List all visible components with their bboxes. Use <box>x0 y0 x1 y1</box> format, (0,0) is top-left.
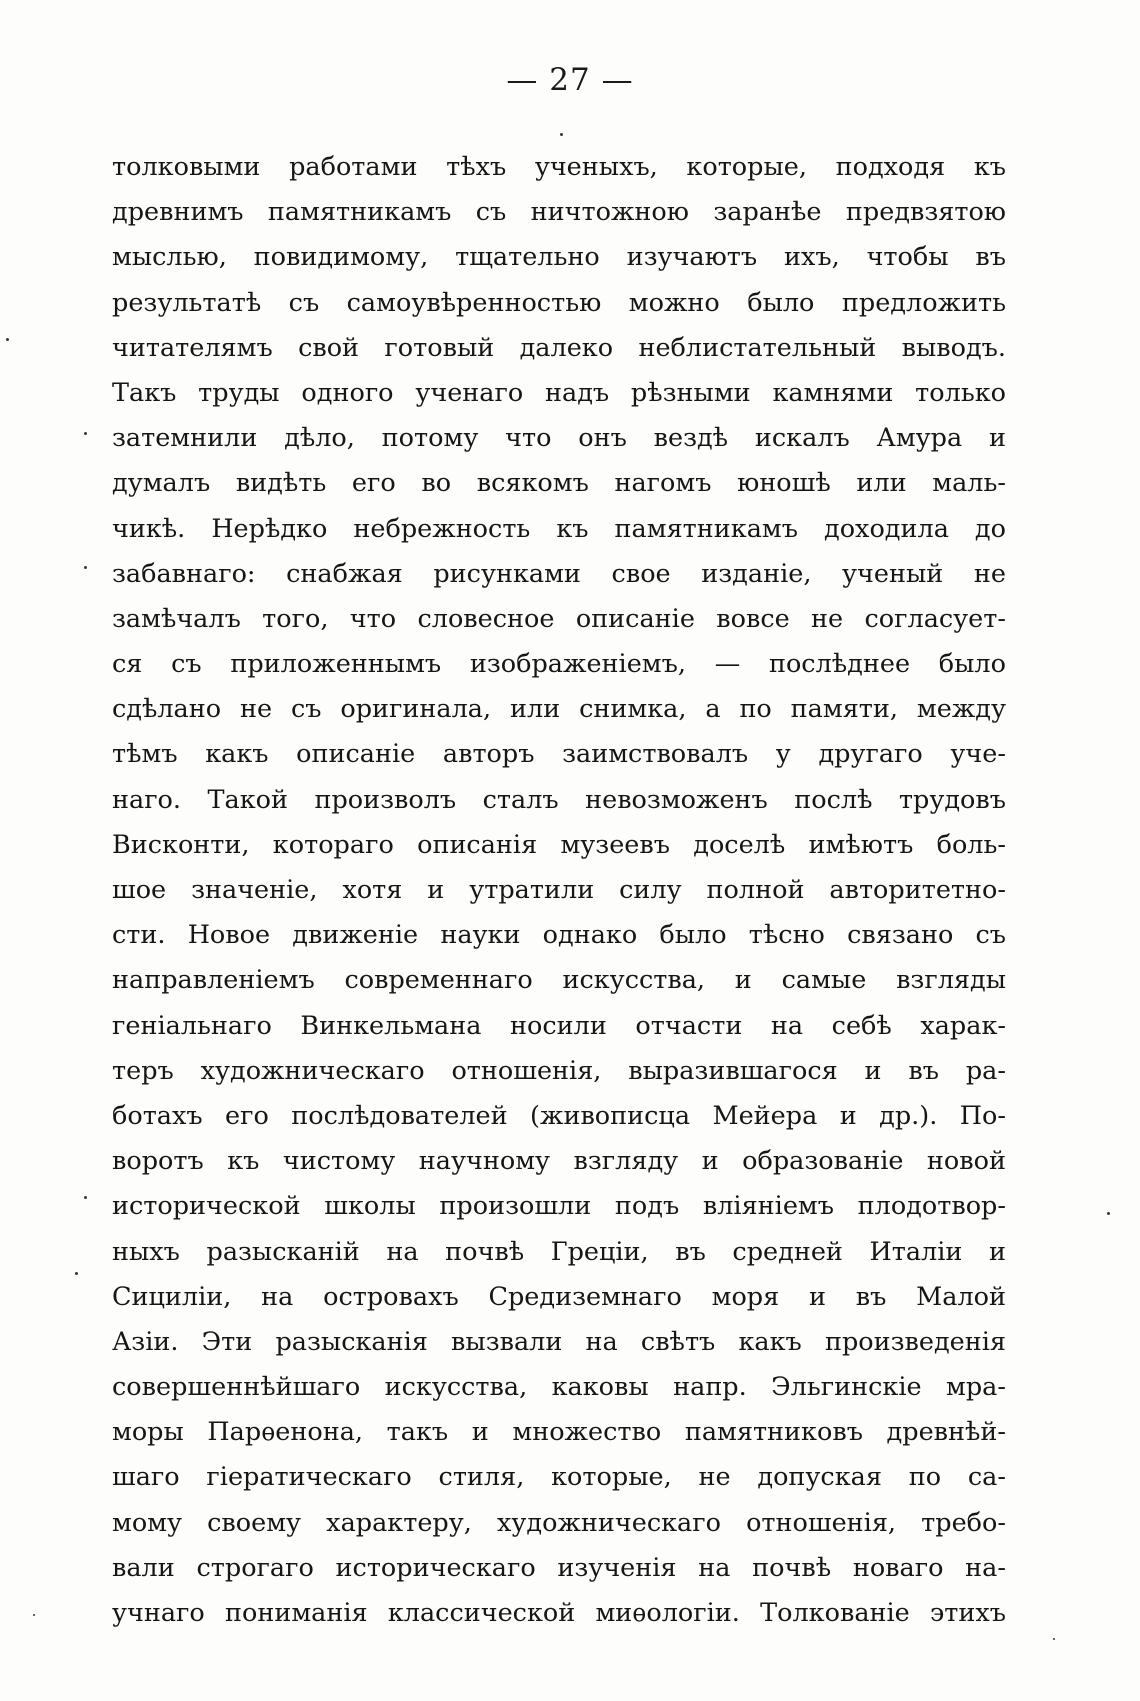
scan-speck <box>6 338 9 341</box>
text-line: геніальнаго Винкельмана носили отчасти на себѣ харак- <box>112 1010 1006 1041</box>
text-line: воротъ къ чистому научному взгляду и образованіе новой <box>112 1146 1006 1177</box>
text-line: Висконти, котораго описанія музеевъ доселѣ имѣютъ боль- <box>112 829 1006 860</box>
text-line: ныхъ разысканій на почвѣ Греціи, въ средней Италіи и <box>112 1236 1006 1267</box>
text-line: сдѣлано не съ оригинала, или снимка, а по памяти, между <box>112 694 1006 725</box>
text-line: моры Парѳенона, такъ и множество памятниковъ древнѣй- <box>112 1417 1006 1448</box>
scan-speck <box>1053 1638 1055 1640</box>
scan-speck <box>75 1272 78 1275</box>
scan-speck <box>1107 1212 1110 1215</box>
text-line: наго. Такой произволъ сталъ невозможенъ послѣ трудовъ <box>112 784 1006 815</box>
text-line: забавнаго: снабжая рисунками свое изданіе, ученый не <box>112 558 1006 589</box>
text-line: мыслью, повидимому, тщательно изучаютъ ихъ, чтобы въ <box>112 242 1006 273</box>
text-line: шое значеніе, хотя и утратили силу полной авторитетно- <box>112 875 1006 905</box>
scan-speck <box>33 1614 35 1616</box>
text-line: затемнили дѣло, потому что онъ вездѣ искалъ Амура и <box>112 423 1006 454</box>
text-line: учнаго пониманія классической миѳологіи. Толкованіе этихъ <box>112 1598 1006 1628</box>
text-line: Азіи. Эти разысканія вызвали на свѣтъ какъ произведенія <box>112 1326 1006 1357</box>
text-line: ся съ приложеннымъ изображеніемъ, — послѣднее было <box>112 649 1006 680</box>
text-line: замѣчалъ того, что словесное описаніе вовсе не согласует- <box>112 603 1006 634</box>
text-line: направленіемъ современнаго искусства, и самые взгляды <box>112 965 1006 996</box>
text-line: вали строгаго историческаго изученія на почвѣ новаго на- <box>112 1552 1006 1583</box>
text-line: мому своему характеру, художническаго отношенія, требо- <box>112 1507 1006 1538</box>
text-line: тѣмъ какъ описаніе авторъ заимствовалъ у другаго уче- <box>112 739 1006 770</box>
text-line: исторической школы произошли подъ вліяніемъ плодотвор- <box>112 1191 1006 1222</box>
scan-speck <box>84 566 87 569</box>
text-line: ботахъ его послѣдователей (живописца Мейера и др.). По- <box>112 1100 1006 1131</box>
text-line: совершеннѣйшаго искусства, каковы напр. Эльгинскіе мра- <box>112 1372 1006 1403</box>
text-line: теръ художническаго отношенія, выразившагося и въ ра- <box>112 1055 1006 1086</box>
scan-speck <box>84 1196 87 1199</box>
text-line: читателямъ свой готовый далеко неблистательный выводъ. <box>112 332 1006 363</box>
text-line: сти. Новое движеніе науки однако было тѣсно связано съ <box>112 920 1006 951</box>
text-line: толковыми работами тѣхъ ученыхъ, которые, подходя къ <box>112 152 1006 182</box>
text-line: Сициліи, на островахъ Средиземнаго моря и въ Малой <box>112 1281 1006 1312</box>
text-line: шаго гіератическаго стиля, которые, не допуская по са- <box>112 1462 1006 1493</box>
page-text <box>112 145 1006 1636</box>
scan-speck <box>84 432 87 435</box>
text-line: древнимъ памятникамъ съ ничтожною заранѣе предвзятою <box>112 197 1006 228</box>
text-line: результатѣ съ самоувѣренностью можно было предложить <box>112 287 1006 318</box>
page-number: — 27 — <box>506 62 634 98</box>
text-line: Такъ труды одного ученаго надъ рѣзными камнями только <box>112 377 1006 408</box>
scan-speck <box>560 133 563 136</box>
text-line: чикѣ. Нерѣдко небрежность къ памятникамъ доходила до <box>112 513 1006 544</box>
text-line: думалъ видѣть его во всякомъ нагомъ юношѣ или маль- <box>112 468 1006 499</box>
